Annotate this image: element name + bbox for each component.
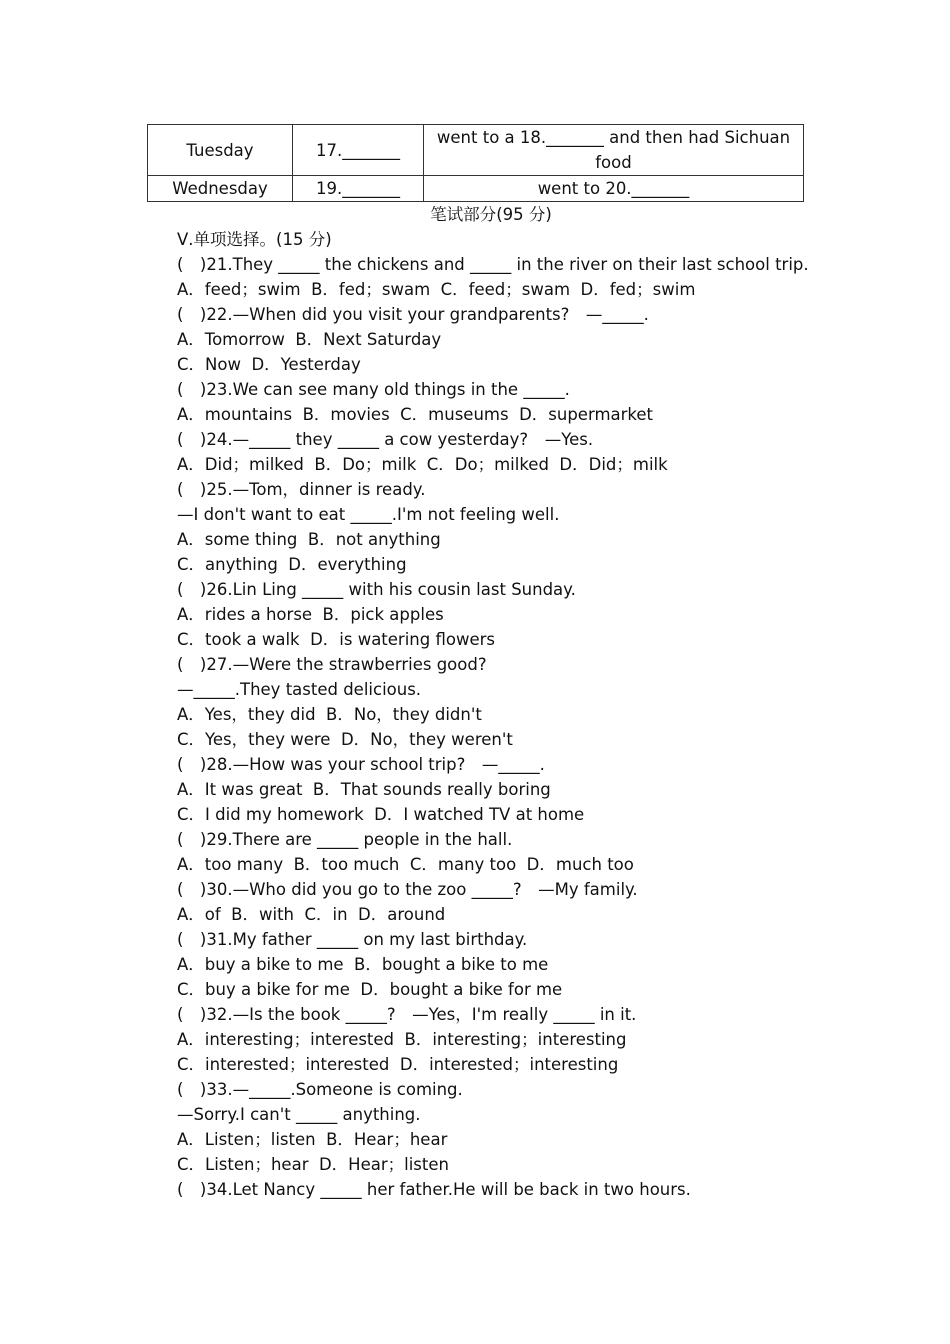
table-row bbox=[148, 125, 804, 176]
day-cell: Wednesday bbox=[148, 176, 293, 202]
question-line: ( )24.—_____ they _____ a cow yesterday? —Yes. bbox=[177, 430, 594, 449]
question-line: A．Did；milked B．Do；milk C．Do；milked D．Did；milk bbox=[177, 455, 668, 474]
question-line: ( )29.There are _____ people in the hall. bbox=[177, 830, 513, 849]
question-line: C．took a walk D．is watering flowers bbox=[177, 630, 495, 649]
question-line: A．feed；swim B．fed；swam C．feed；swam D．fed；swim bbox=[177, 280, 696, 299]
question-line: C．I did my homework D．I watched TV at home bbox=[177, 805, 585, 824]
question-line: A．Yes，they did B．No，they didn't bbox=[177, 705, 482, 724]
question-line: A．some thing B．not anything bbox=[177, 530, 441, 549]
question-line: C．interested；interested D．interested；interesting bbox=[177, 1055, 619, 1074]
question-line: A．rides a horse B．pick apples bbox=[177, 605, 444, 624]
question-line: A．It was great B．That sounds really boring bbox=[177, 780, 551, 799]
question-line: ( )25.—Tom，dinner is ready. bbox=[177, 480, 426, 499]
question-line: C．Now D．Yesterday bbox=[177, 355, 361, 374]
detail-cell: went to 20._______ bbox=[424, 176, 804, 202]
question-line: A．buy a bike to me B．bought a bike to me bbox=[177, 955, 549, 974]
question-line: ( )31.My father _____ on my last birthday. bbox=[177, 930, 528, 949]
question-line: C．Listen；hear D．Hear；listen bbox=[177, 1155, 449, 1174]
question-line: A．of B．with C．in D．around bbox=[177, 905, 446, 924]
question-line: A．too many B．too much C．many too D．much too bbox=[177, 855, 634, 874]
question-line: A．mountains B．movies C．museums D．supermarket bbox=[177, 405, 654, 424]
question-line: ( )30.—Who did you go to the zoo _____? —My family. bbox=[177, 880, 638, 899]
question-line: ( )22.—When did you visit your grandparents? —_____. bbox=[177, 305, 649, 324]
question-line: ( )28.—How was your school trip? —_____. bbox=[177, 755, 545, 774]
question-line: A．Listen；listen B．Hear；hear bbox=[177, 1130, 448, 1149]
question-line: ( )27.—Were the strawberries good? bbox=[177, 655, 487, 674]
question-line: —I don't want to eat _____.I'm not feeling well. bbox=[177, 505, 560, 524]
question-line: C．Yes，they were D．No，they weren't bbox=[177, 730, 513, 749]
question-line: C．anything D．everything bbox=[177, 555, 407, 574]
question-list bbox=[177, 227, 877, 1202]
schedule-table bbox=[147, 124, 804, 202]
question-line: ( )23.We can see many old things in the _____. bbox=[177, 380, 570, 399]
question-line: —_____.They tasted delicious. bbox=[177, 680, 422, 699]
activity-cell: 17._______ bbox=[293, 125, 424, 176]
question-line: C．buy a bike for me D．bought a bike for me bbox=[177, 980, 563, 999]
table-row bbox=[148, 176, 804, 202]
question-line: ( )32.—Is the book _____? —Yes，I'm really _____ in it. bbox=[177, 1005, 637, 1024]
question-line: ( )33.—_____.Someone is coming. bbox=[177, 1080, 463, 1099]
day-cell: Tuesday bbox=[148, 125, 293, 176]
activity-cell: 19._______ bbox=[293, 176, 424, 202]
section-heading: Ⅴ.单项选择。(15 分) bbox=[177, 230, 332, 249]
question-line: A．Tomorrow B．Next Saturday bbox=[177, 330, 442, 349]
section-title: 笔试部分(95 分) bbox=[430, 205, 552, 224]
question-line: —Sorry.I can't _____ anything. bbox=[177, 1105, 421, 1124]
question-line: A．interesting；interested B．interesting；interesting bbox=[177, 1030, 627, 1049]
detail-cell: went to a 18._______ and then had Sichuan food bbox=[424, 125, 804, 176]
question-line: ( )21.They _____ the chickens and _____ in the river on their last school trip. bbox=[177, 255, 809, 274]
question-line: ( )34.Let Nancy _____ her father.He will be back in two hours. bbox=[177, 1180, 691, 1199]
question-line: ( )26.Lin Ling _____ with his cousin last Sunday. bbox=[177, 580, 576, 599]
